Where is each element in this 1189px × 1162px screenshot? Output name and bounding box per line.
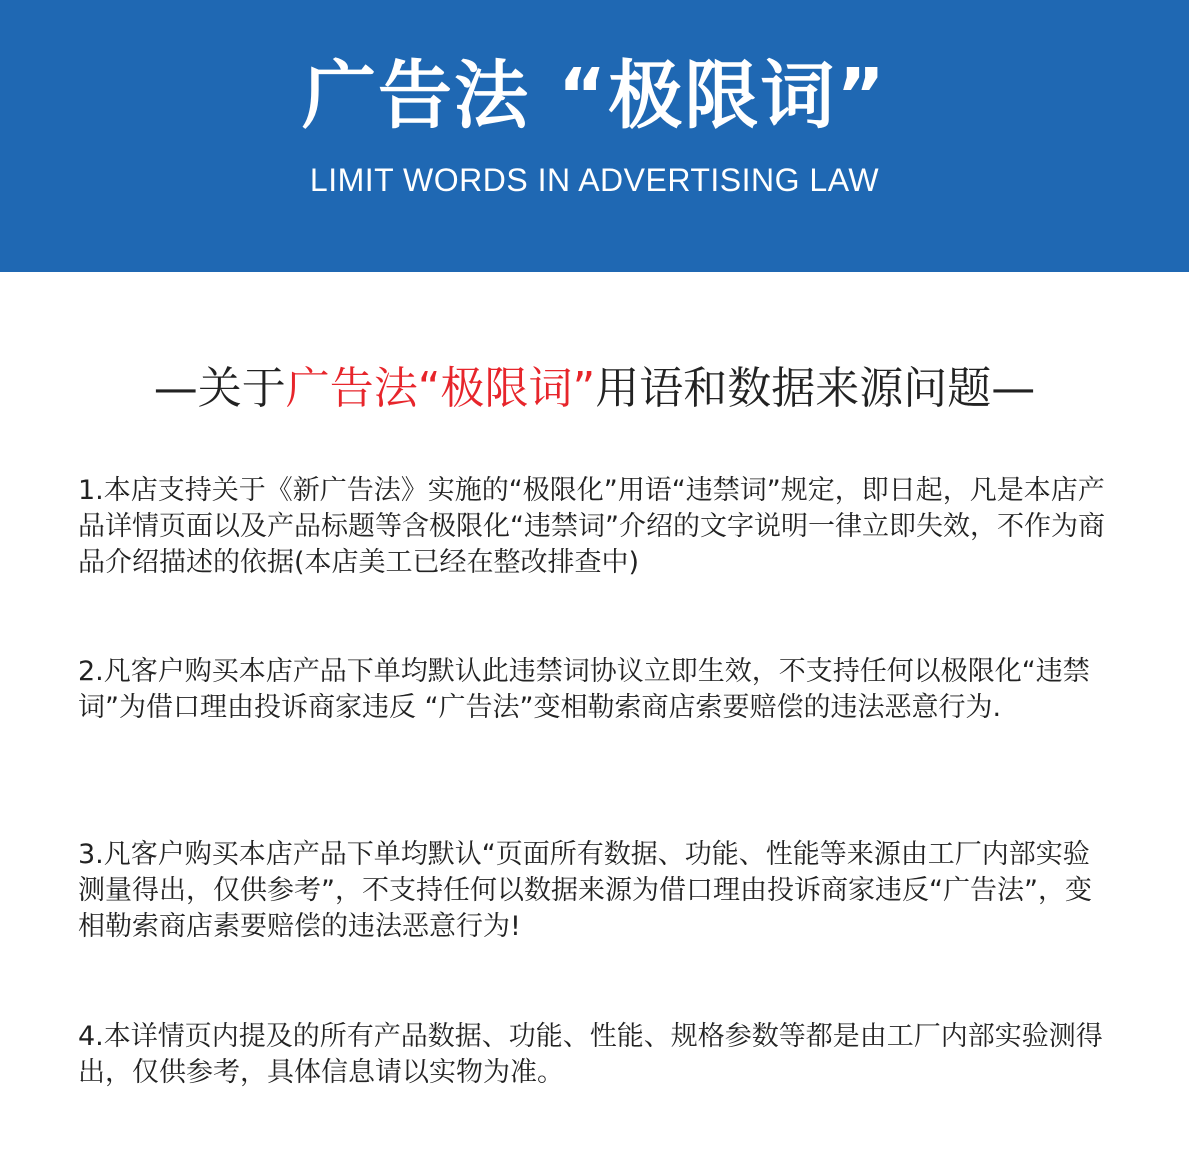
banner-subtitle: LIMIT WORDS IN ADVERTISING LAW (309, 162, 880, 198)
section-heading-suffix: 用语和数据来源问题— (595, 363, 1036, 414)
header-banner (0, 0, 1189, 272)
section-heading-prefix: —关于 (153, 363, 286, 414)
notice-paragraph-4: 4.本详情页内提及的所有产品数据、功能、性能、规格参数等都是由工厂内部实验测得出，仅供参考，具体信息请以实物为准。 (78, 1021, 1103, 1088)
notice-paragraph-2: 2.凡客户购买本店产品下单均默认此违禁词协议立即生效，不支持任何以极限化“违禁词”为借口理由投诉商家违反 “广告法”变相勒索商店索要赔偿的违法恶意行为. (78, 656, 1090, 723)
section-heading (0, 358, 1189, 420)
notice-paragraph-1: 1.本店支持关于《新广告法》实施的“极限化”用语“违禁词”规定，即日起，凡是本店产品详情页面以及产品标题等含极限化“违禁词”介绍的文字说明一律立即失效，不作为商品介绍描述的依据(本店美工已经在整改排查中) (78, 475, 1105, 578)
notice-paragraph-3: 3.凡客户购买本店产品下单均默认“页面所有数据、功能、性能等来源由工厂内部实验测量得出，仅供参考”，不支持任何以数据来源为借口理由投诉商家违反“广告法”，变相勒索商店素要赔偿的违法恶意行为! (78, 839, 1092, 942)
section-heading-highlight: 广告法“极限词” (285, 363, 596, 414)
banner-title: 广告法 “极限词” (301, 53, 888, 139)
